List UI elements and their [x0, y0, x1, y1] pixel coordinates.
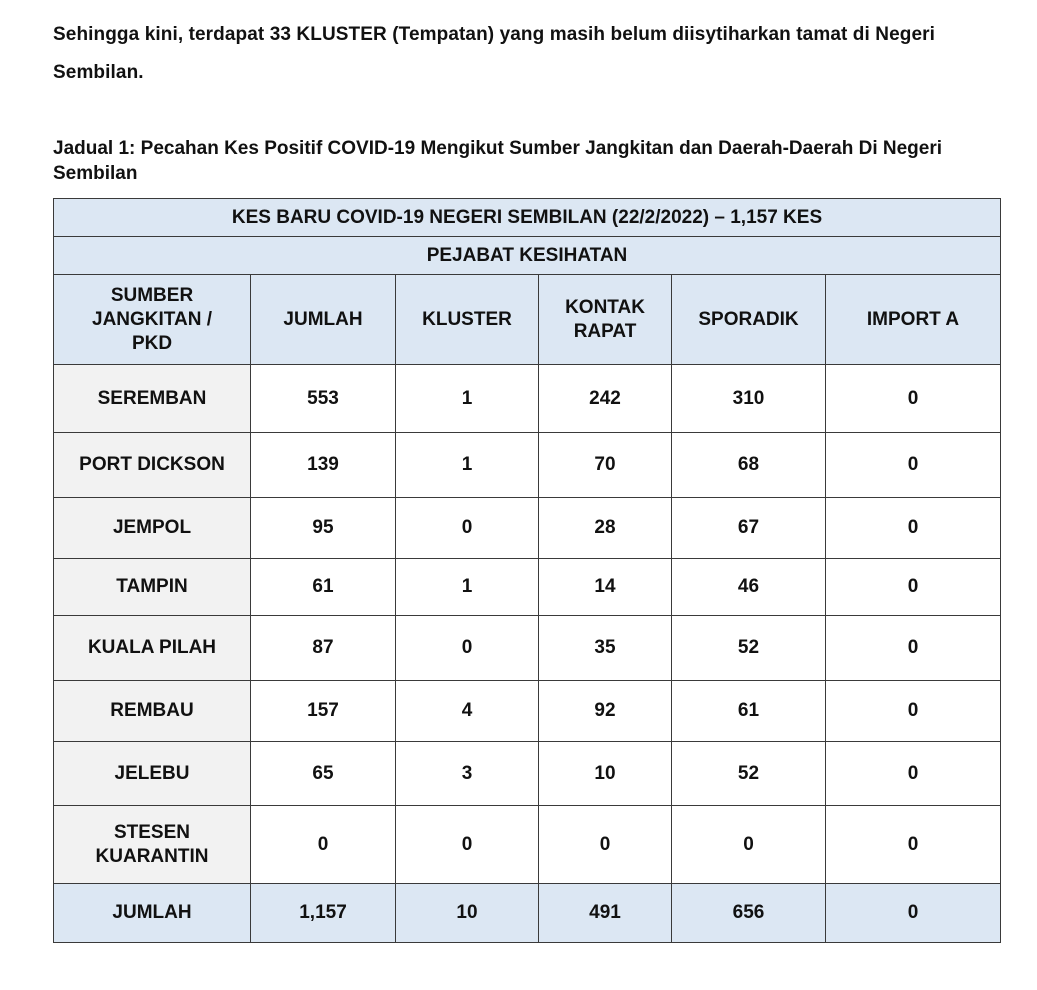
cell-import: 0	[826, 681, 1001, 742]
covid-cases-table	[53, 198, 1001, 943]
cell-kluster: 1	[396, 559, 539, 616]
row-label-jelebu: JELEBU	[54, 742, 251, 806]
row-label-jempol: JEMPOL	[54, 498, 251, 559]
cell-jumlah: 553	[251, 365, 396, 433]
cell-sporadik: 46	[672, 559, 826, 616]
header-import: IMPORT A	[826, 275, 1001, 365]
cell-kontak: 242	[539, 365, 672, 433]
cell-kluster: 0	[396, 498, 539, 559]
cell-import: 0	[826, 433, 1001, 498]
cell-jumlah: 61	[251, 559, 396, 616]
header-source-line1: SUMBER	[110, 284, 194, 306]
cell-import: 0	[826, 616, 1001, 681]
row-label-kuala-pilah: KUALA PILAH	[54, 616, 251, 681]
header-kontak-rapat	[539, 275, 672, 365]
cell-kluster: 4	[396, 681, 539, 742]
cell-kontak: 70	[539, 433, 672, 498]
cell-kluster: 3	[396, 742, 539, 806]
row-label-rembau: REMBAU	[54, 681, 251, 742]
header-source-line3: PKD	[131, 332, 173, 354]
cell-jumlah: 87	[251, 616, 396, 681]
cell-import: 0	[826, 498, 1001, 559]
cell-sporadik: 310	[672, 365, 826, 433]
cell-import: 0	[826, 559, 1001, 616]
table-title-row	[54, 199, 1001, 237]
row-label-seremban: SEREMBAN	[54, 365, 251, 433]
intro-paragraph: Sehingga kini, terdapat 33 KLUSTER (Tempatan) yang masih belum diisytiharkan tamat di Negeri Sembilan.	[53, 24, 935, 83]
row-label-stesen-line2: KUARANTIN	[95, 845, 209, 867]
cell-kontak: 35	[539, 616, 672, 681]
total-import: 0	[826, 884, 1001, 943]
table-caption: Jadual 1: Pecahan Kes Positif COVID-19 Mengikut Sumber Jangkitan dan Daerah-Daerah Di Negeri Sembilan	[53, 138, 943, 184]
cell-kluster: 1	[396, 365, 539, 433]
cell-kontak: 10	[539, 742, 672, 806]
header-jumlah: JUMLAH	[251, 275, 396, 365]
cell-import: 0	[826, 806, 1001, 884]
header-source-line2: JANGKITAN /	[92, 308, 212, 330]
cell-jumlah: 65	[251, 742, 396, 806]
column-header-row	[54, 275, 1001, 365]
header-kluster: KLUSTER	[396, 275, 539, 365]
table-title: KES BARU COVID-19 NEGERI SEMBILAN (22/2/2022) – 1,157 KES	[54, 199, 1001, 237]
header-source	[54, 275, 251, 365]
table-row	[54, 559, 1001, 616]
cell-import: 0	[826, 365, 1001, 433]
cell-kluster: 1	[396, 433, 539, 498]
cell-sporadik: 52	[672, 616, 826, 681]
cell-kontak: 0	[539, 806, 672, 884]
table-row	[54, 742, 1001, 806]
row-label-port-dickson: PORT DICKSON	[54, 433, 251, 498]
cell-sporadik: 52	[672, 742, 826, 806]
header-sporadik: SPORADIK	[672, 275, 826, 365]
row-label-stesen-kuarantin	[54, 806, 251, 884]
total-kontak: 491	[539, 884, 672, 943]
cell-kontak: 92	[539, 681, 672, 742]
cell-sporadik: 0	[672, 806, 826, 884]
table-row	[54, 806, 1001, 884]
total-kluster: 10	[396, 884, 539, 943]
total-label: JUMLAH	[54, 884, 251, 943]
table-row	[54, 433, 1001, 498]
cell-import: 0	[826, 742, 1001, 806]
cell-jumlah: 157	[251, 681, 396, 742]
cell-sporadik: 61	[672, 681, 826, 742]
cell-jumlah: 139	[251, 433, 396, 498]
cell-jumlah: 0	[251, 806, 396, 884]
total-sporadik: 656	[672, 884, 826, 943]
row-label-stesen-line1: STESEN	[113, 821, 191, 843]
total-row	[54, 884, 1001, 943]
cell-sporadik: 67	[672, 498, 826, 559]
header-kontak-line2: RAPAT	[573, 320, 637, 342]
cell-jumlah: 95	[251, 498, 396, 559]
office-row	[54, 237, 1001, 275]
cell-kontak: 14	[539, 559, 672, 616]
table-row	[54, 616, 1001, 681]
row-label-tampin: TAMPIN	[54, 559, 251, 616]
cell-kluster: 0	[396, 806, 539, 884]
office-header: PEJABAT KESIHATAN	[54, 237, 1001, 275]
table-row	[54, 681, 1001, 742]
table-row	[54, 365, 1001, 433]
cell-sporadik: 68	[672, 433, 826, 498]
table-row	[54, 498, 1001, 559]
cell-kontak: 28	[539, 498, 672, 559]
cell-kluster: 0	[396, 616, 539, 681]
total-jumlah: 1,157	[251, 884, 396, 943]
header-kontak-line1: KONTAK	[565, 296, 645, 318]
